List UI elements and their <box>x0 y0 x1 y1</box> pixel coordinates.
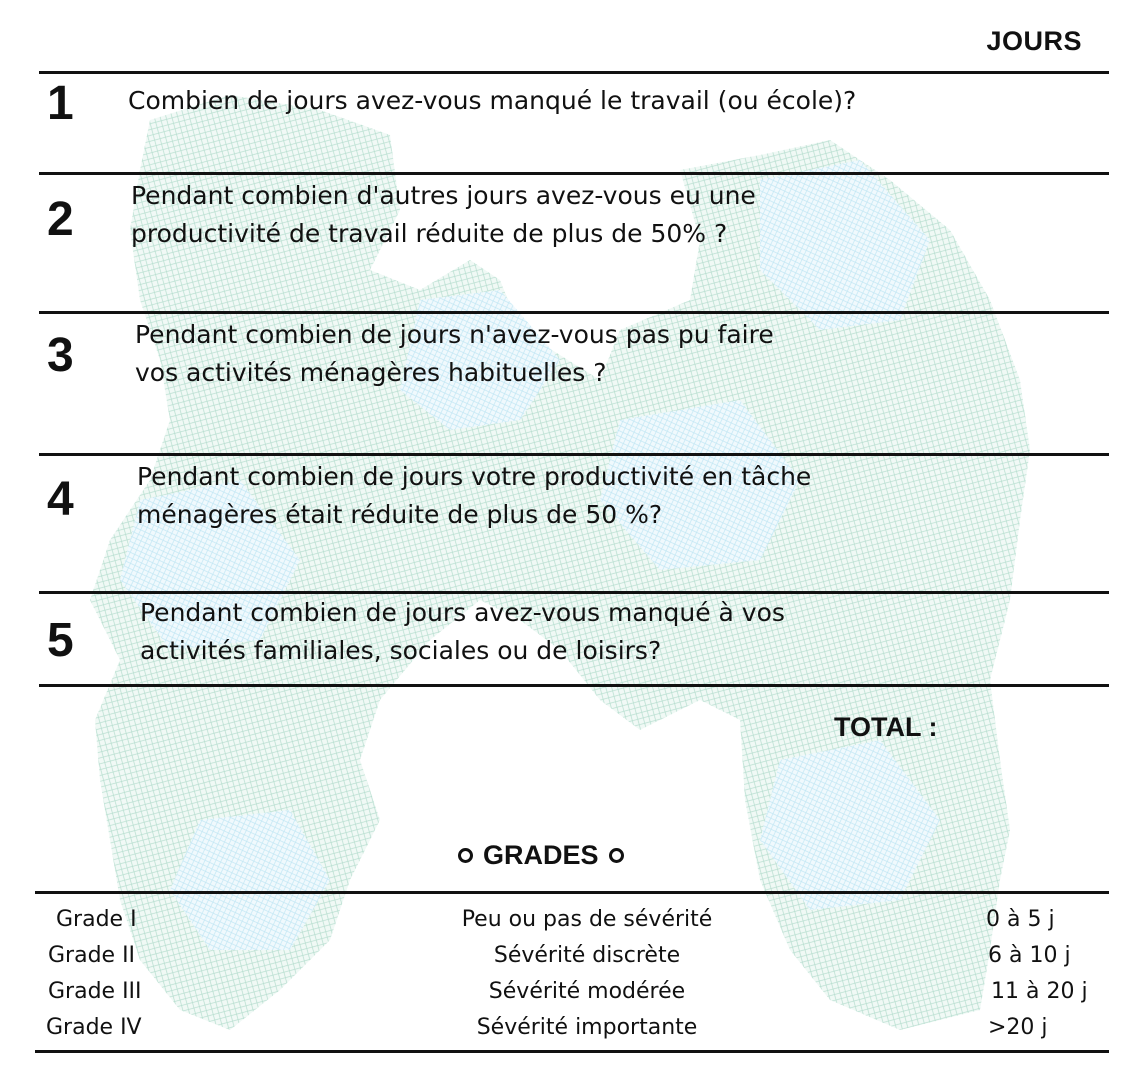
question-text <box>137 458 811 534</box>
rule <box>39 172 1109 175</box>
grade-row <box>0 902 1140 938</box>
grade-description: Sévérité importante <box>476 1015 698 1040</box>
question-line: vos activités ménagères habituelles ? <box>135 358 607 387</box>
grade-name: Grade IV <box>46 1015 142 1040</box>
question-line: Combien de jours avez-vous manqué le travail (ou école)? <box>128 86 857 115</box>
grade-name: Grade III <box>48 979 142 1004</box>
days-column-header: JOURS <box>986 26 1082 56</box>
grades-table-bottom-rule <box>35 1050 1109 1053</box>
question-line: Pendant combien de jours n'avez-vous pas pu faire <box>135 320 774 349</box>
grade-row <box>0 1010 1140 1046</box>
rule-top <box>39 71 1109 74</box>
grade-range: >20 j <box>988 1015 1048 1040</box>
question-text <box>140 594 785 670</box>
grade-range: 6 à 10 j <box>988 943 1071 968</box>
question-text <box>131 177 756 253</box>
grade-description: Sévérité modérée <box>488 979 686 1004</box>
question-line: Pendant combien de jours avez-vous manqué à vos <box>140 598 785 627</box>
question-number: 3 <box>47 329 74 382</box>
grade-name: Grade II <box>48 943 136 968</box>
question-line: activités familiales, sociales ou de loisirs? <box>140 636 662 665</box>
question-number: 5 <box>47 614 74 667</box>
question-line: Pendant combien d'autres jours avez-vous eu une <box>131 181 756 210</box>
question-line: productivité de travail réduite de plus de 50% ? <box>131 219 728 248</box>
grade-name: Grade I <box>56 907 137 932</box>
question-text <box>135 316 774 392</box>
grade-row <box>0 974 1140 1010</box>
total-label: TOTAL : <box>834 712 938 742</box>
grade-description: Peu ou pas de sévérité <box>461 907 713 932</box>
rule <box>39 453 1109 456</box>
grades-table-top-rule <box>35 891 1109 894</box>
question-number: 2 <box>47 193 74 246</box>
grade-description: Sévérité discrète <box>493 943 681 968</box>
grades-title <box>458 840 624 871</box>
grade-range: 11 à 20 j <box>991 979 1088 1004</box>
grades-title-text: GRADES <box>483 840 599 870</box>
question-number: 1 <box>47 77 74 130</box>
question-number: 4 <box>47 473 74 526</box>
question-text <box>128 82 856 120</box>
rule <box>39 311 1109 314</box>
rule-bottom <box>39 684 1109 687</box>
question-line: ménagères était réduite de plus de 50 %? <box>137 500 663 529</box>
ring-bullet-icon <box>609 848 624 863</box>
ring-bullet-icon <box>458 848 473 863</box>
question-line: Pendant combien de jours votre productivité en tâche <box>137 462 812 491</box>
grade-row <box>0 938 1140 974</box>
grade-range: 0 à 5 j <box>986 907 1055 932</box>
